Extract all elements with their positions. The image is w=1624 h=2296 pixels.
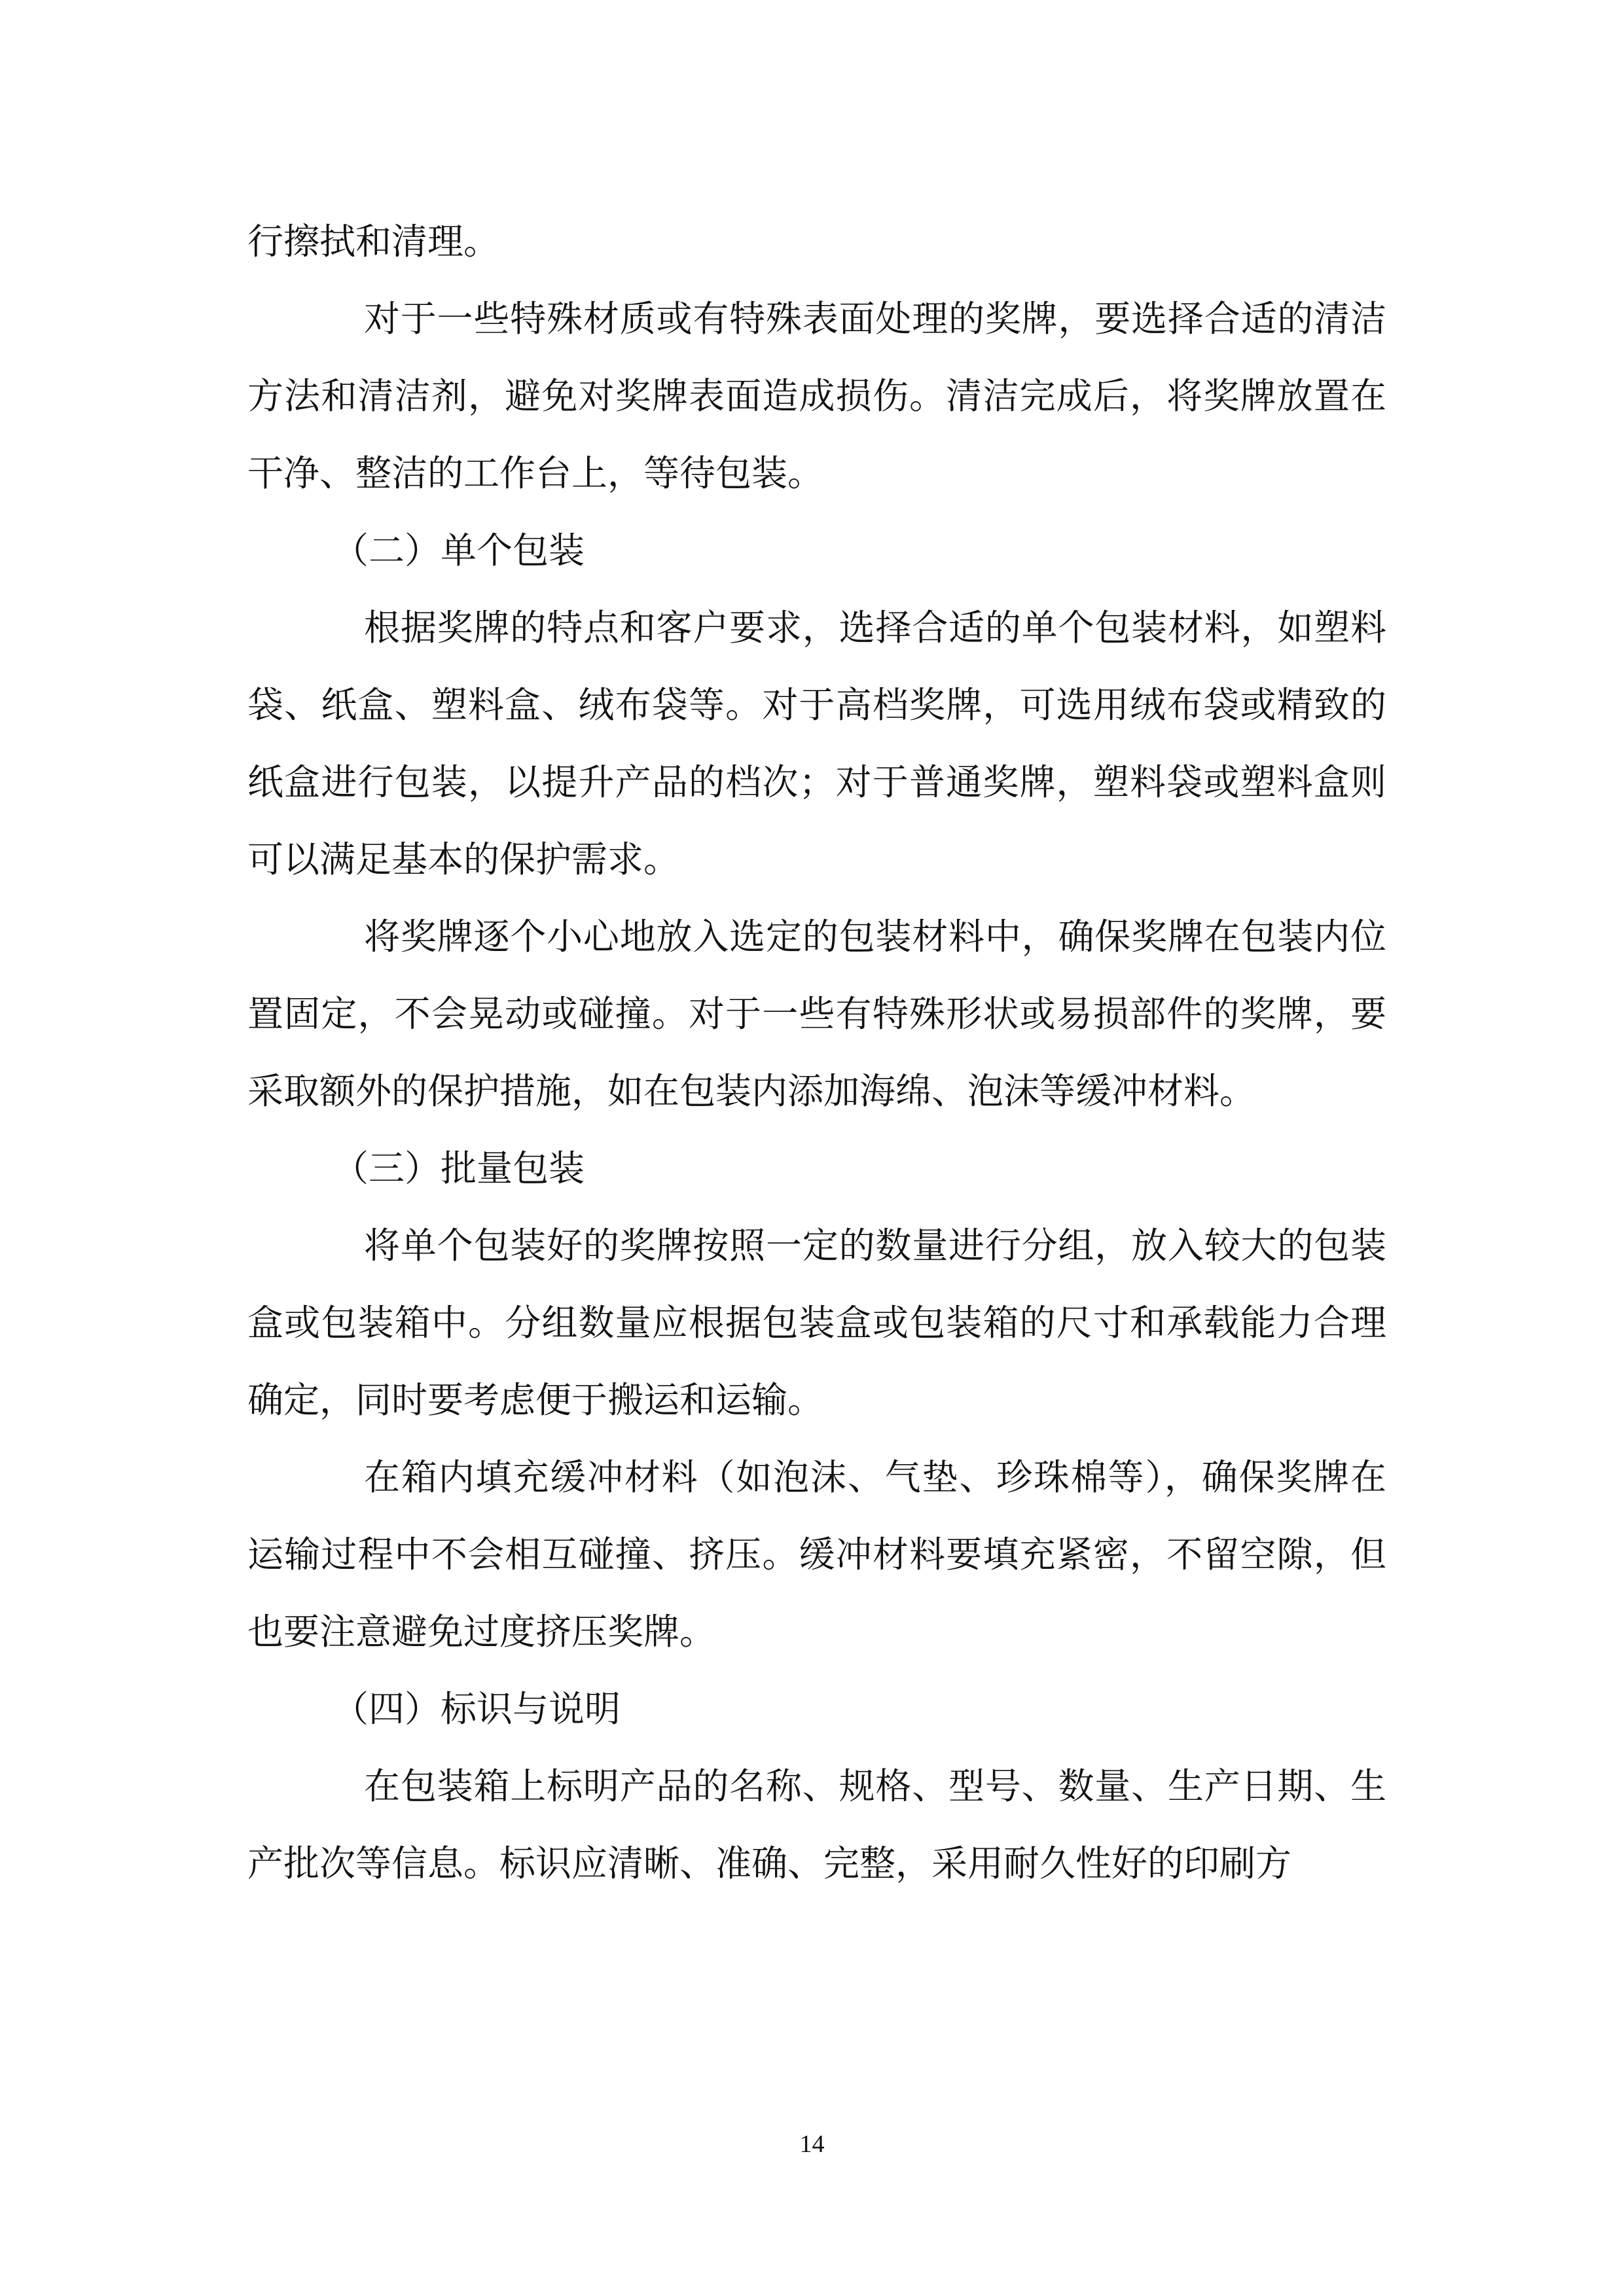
paragraph-batch-grouping: 将单个包装好的奖牌按照一定的数量进行分组，放入较大的包装盒或包装箱中。分组数量应根据包装盒或包装箱的尺寸和承载能力合理确定，同时要考虑便于搬运和运输。 (247, 1225, 1386, 1421)
paragraph-batch-cushioning: 在箱内填充缓冲材料（如泡沫、气垫、珍珠棉等），确保奖牌在运输过程中不会相互碰撞、挤压。缓冲材料要填充紧密，不留空隙，但也要注意避免过度挤压奖牌。 (247, 1456, 1386, 1653)
page-number: 14 (799, 2130, 825, 2158)
page-body (247, 203, 1386, 1902)
paragraph-single-materials: 根据奖牌的特点和客户要求，选择合适的单个包装材料，如塑料袋、纸盒、塑料盒、绒布袋等。对于高档奖牌，可选用绒布袋或精致的纸盒进行包装，以提升产品的档次；对于普通奖牌，塑料袋或塑料盒则可以满足基本的保护需求。 (247, 607, 1386, 880)
paragraph-continuation: 行擦拭和清理。 (247, 221, 500, 262)
paragraph-cleaning-special: 对于一些特殊材质或有特殊表面处理的奖牌，要选择合适的清洁方法和清洁剂，避免对奖牌表面造成损伤。清洁完成后，将奖牌放置在干净、整洁的工作台上，等待包装。 (247, 298, 1386, 494)
paragraph-labeling-info: 在包装箱上标明产品的名称、规格、型号、数量、生产日期、生产批次等信息。标识应清晰、准确、完整，采用耐久性好的印刷方 (247, 1765, 1386, 1884)
section-heading-single-packaging: （二）单个包装 (333, 529, 585, 571)
paragraph-single-placement: 将奖牌逐个小心地放入选定的包装材料中，确保奖牌在包装内位置固定，不会晃动或碰撞。对于一些有特殊形状或易损部件的奖牌，要采取额外的保护措施，如在包装内添加海绵、泡沫等缓冲材料。 (247, 916, 1386, 1112)
section-heading-labeling: （四）标识与说明 (333, 1688, 621, 1730)
section-heading-batch-packaging: （三）批量包装 (333, 1147, 585, 1189)
